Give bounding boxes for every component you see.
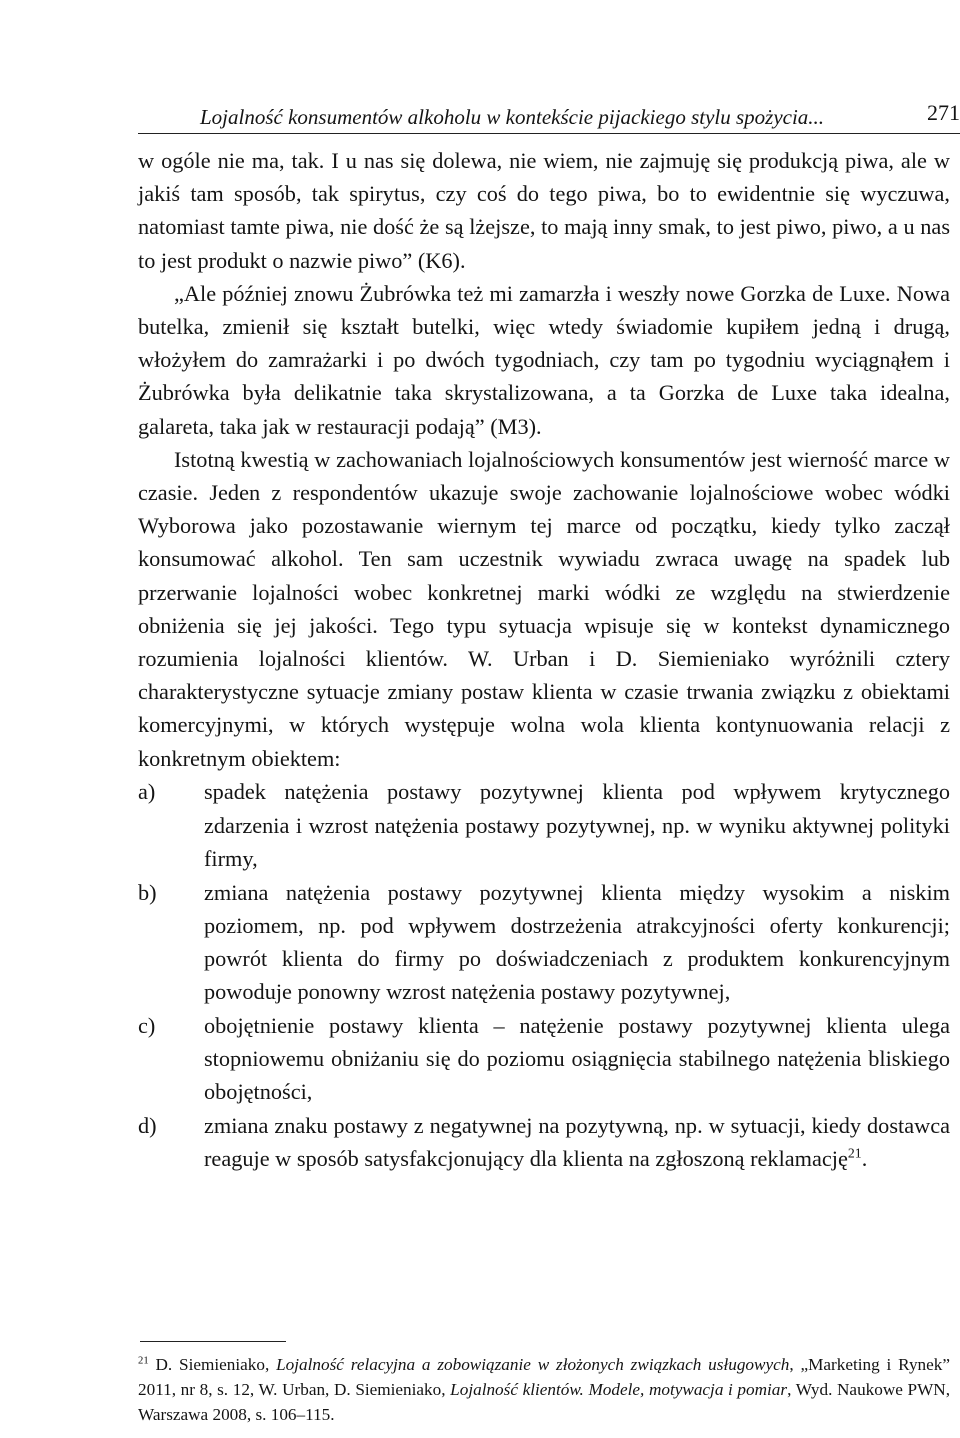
footnote-rule <box>140 1341 286 1342</box>
running-header-title: Lojalność konsumentów alkoholu w kontekście pijackiego stylu spożycia... <box>200 105 825 129</box>
footnote-text <box>138 1352 950 1427</box>
list-marker: c) <box>138 1013 156 1039</box>
running-header <box>138 100 960 136</box>
list-item-end: . <box>861 1146 868 1172</box>
list-item-d <box>138 1109 950 1175</box>
main-text <box>138 144 950 1176</box>
list-item-text: obojętnienie postawy klienta – natężenie postawy pozytywnej klienta ulega stopniowemu obniżaniu się do poziomu osiągnięcia stabilnego natężenia bliskiego obojętności, <box>204 1013 950 1105</box>
list-marker: a) <box>138 779 156 805</box>
footnote <box>138 1352 950 1427</box>
list-item-text <box>204 1109 950 1175</box>
paragraph-3: Istotną kwestią w zachowaniach lojalnościowych konsumentów jest wierność marce w czasie. Jeden z respondentów ukazuje swoje zachowanie lojalnościowe wobec wódki Wyborowa jako pozostawanie wiernym tej marce od początku, kiedy tylko zaczął konsumować alkohol. Ten sam uczestnik wywiadu zwraca uwagę na spadek lub przerwanie lojalności wobec konkretnej marki wódki ze względu na stwierdzenie obniżenia się jej jakości. Tego typu sytuacja wpisuje się w kontekst dynamicznego rozumienia lojalności klientów. W. Urban i D. Siemieniako wyróżnili cztery charakterystyczne sytuacje zmiany postaw klienta w czasie trwania związku z obiektami komercyjnymi, w których występuje wolna wola klienta kontynuowania relacji z konkretnym obiektem: <box>138 446 950 771</box>
paragraph-1: w ogóle nie ma, tak. I u nas się dolewa, nie wiem, nie zajmuję się produkcją piwa, ale w jakiś tam sposób, tak spirytus, czy coś do tego piwa, bo to ewidentnie się wyczuwa, natomiast tamte piwa, nie dość że są lżejsze, to mają inny smak, to jest piwo, piwo, a u nas to jest produkt o nazwie piwo” (K6). <box>138 148 950 273</box>
footnote-part-3: , Wyd. Naukowe PWN, Warszawa 2008, s. 106–115. <box>138 1380 951 1424</box>
list-marker: b) <box>138 879 157 905</box>
footnote-number: 21 <box>138 1355 149 1367</box>
footnote-title-2: Lojalność klientów. Modele, motywacja i pomiar <box>450 1380 788 1399</box>
header-rule <box>138 133 960 134</box>
list-marker: d) <box>138 1113 157 1139</box>
page-number: 271 <box>927 100 960 125</box>
list-item-c <box>138 1009 950 1109</box>
footnote-part-1: D. Siemieniako, <box>155 1355 277 1374</box>
footnote-part-2: , „Marketing i Rynek” 2011, nr 8, s. 12, W. Urban, D. Siemieniako, <box>138 1355 950 1399</box>
footnote-reference[interactable]: 21 <box>847 1146 862 1162</box>
paragraph-2: „Ale później znowu Żubrówka też mi zamarzła i weszły nowe Gorzka de Luxe. Nowa butelka, zmienił się kształt butelki, więc wtedy świadomie kupiłem jedną i drugą, włożyłem do zamrażarki i po dwóch tygodniach, czy tam po tygodniu wyciągnąłem i Żubrówka była delikatnie taka skrystalizowana, a ta Gorzka de Luxe taka idealna, galareta, taka jak w restauracji podają” (M3). <box>138 280 950 439</box>
list-item-b <box>138 876 950 1009</box>
list-item-a <box>138 775 950 875</box>
list-item-text: spadek natężenia postawy pozytywnej klienta pod wpływem krytycznego zdarzenia i wzrost natężenia postawy pozytywnej, np. w wyniku aktywnej polityki firmy, <box>204 779 950 871</box>
footnote-title-1: Lojalność relacyjna a zobowiązanie w złożonych związkach usługowych <box>276 1355 790 1374</box>
list-item-text-content: zmiana znaku postawy z negatywnej na pozytywną, np. w sytuacji, kiedy dostawca reaguje w sposób satysfakcjonujący dla klienta na zgłoszoną reklamację <box>204 1113 950 1172</box>
list-item-text: zmiana natężenia postawy pozytywnej klienta między wysokim a niskim poziomem, np. pod wpływem dostrzeżenia atrakcyjności oferty konkurencji; powrót klienta do firmy po doświadczeniach z produktem konkurencyjnym powoduje ponowny wzrost natężenia postawy pozytywnej, <box>204 879 950 1005</box>
